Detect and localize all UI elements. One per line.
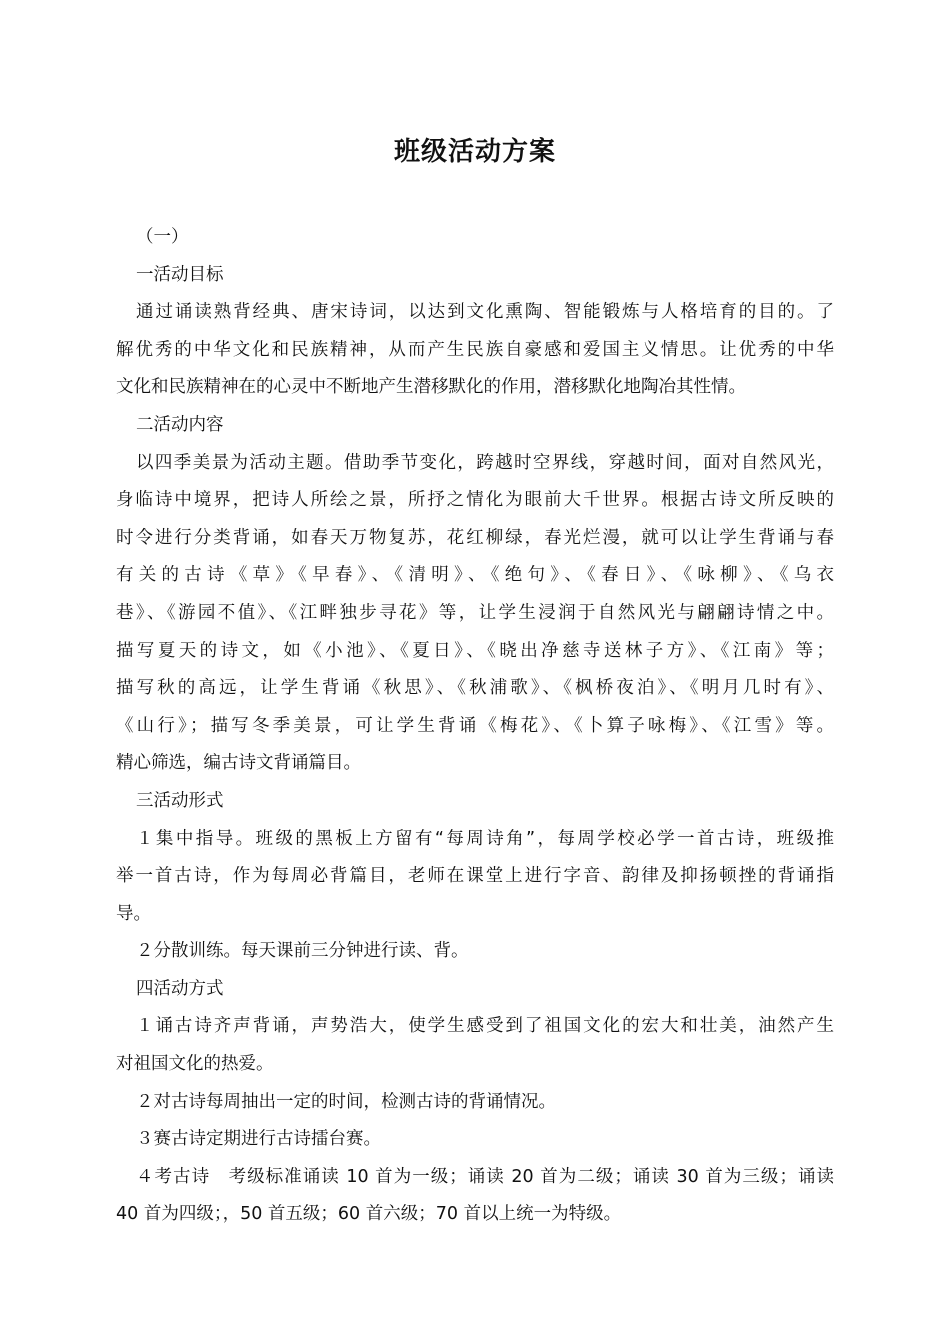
heading-activity-form: 三活动形式 [136,790,224,811]
paragraph-line: ４考古诗 考级标准诵读 10 首为一级；诵读 20 首为二级；诵读 30 首为三级；诵读 [136,1166,834,1187]
paragraph-line: 以四季美景为活动主题。借助季节变化，跨越时空界线，穿越时间，面对自然风光， [136,452,834,473]
heading-activity-content: 二活动内容 [136,414,224,435]
heading-activity-method: 四活动方式 [136,978,224,999]
paragraph-line: 文化和民族精神在的心灵中不断地产生潜移默化的作用，潜移默化地陶冶其性情。 [116,377,746,398]
paragraph-line: ２对古诗每周抽出一定的时间，检测古诗的背诵情况。 [136,1091,556,1112]
section-number: （一） [136,227,189,247]
paragraph-line: 有关的古诗《草》《早春》、《清明》、《绝句》、《春日》、《咏柳》、《乌衣 [116,565,834,586]
document-body [116,219,834,1234]
document-title: 班级活动方案 [393,137,556,167]
paragraph-line: １诵古诗齐声背诵，声势浩大，使学生感受到了祖国文化的宏大和壮美，油然产生 [136,1016,834,1037]
paragraph-line: 《山行》；描写冬季美景，可让学生背诵《梅花》、《卜算子咏梅》、《江雪》等。 [116,715,834,736]
paragraph-line: 时令进行分类背诵，如春天万物复苏，花红柳绿，春光烂漫，就可以让学生背诵与春 [116,527,834,548]
paragraph-line: 巷》、《游园不值》、《江畔独步寻花》等，让学生浸润于自然风光与翩翩诗情之中。 [116,602,834,623]
paragraph-line: 描写夏天的诗文，如《小池》、《夏日》、《晓出净慈寺送林子方》、《江南》等； [116,640,834,661]
paragraph-line: ３赛古诗定期进行古诗擂台赛。 [136,1129,381,1150]
paragraph-line: 导。 [116,903,151,924]
paragraph-line: 精心筛选，编古诗文背诵篇目。 [116,753,361,774]
paragraph-line: 描写秋的高远，让学生背诵《秋思》、《秋浦歌》、《枫桥夜泊》、《明月几时有》、 [116,678,834,699]
paragraph-line: 通过诵读熟背经典、唐宋诗词，以达到文化熏陶、智能锻炼与人格培育的目的。了 [136,302,834,323]
paragraph-line: 举一首古诗，作为每周必背篇目，老师在课堂上进行字音、韵律及抑扬顿挫的背诵指 [116,866,834,887]
paragraph-line: １集中指导。班级的黑板上方留有“每周诗角”，每周学校必学一首古诗，班级推 [136,828,834,849]
paragraph-line: ２分散训练。每天课前三分钟进行读、背。 [136,941,469,962]
paragraph-line: 解优秀的中华文化和民族精神，从而产生民族自豪感和爱国主义情思。让优秀的中华 [116,339,834,360]
paragraph-line: 40 首为四级；，50 首五级；60 首六级；70 首以上统一为特级。 [116,1204,622,1225]
heading-activity-goal: 一活动目标 [136,264,224,285]
paragraph-line: 对祖国文化的热爱。 [116,1054,274,1075]
paragraph-line: 身临诗中境界，把诗人所绘之景，所抒之情化为眼前大千世界。根据古诗文所反映的 [116,490,834,511]
